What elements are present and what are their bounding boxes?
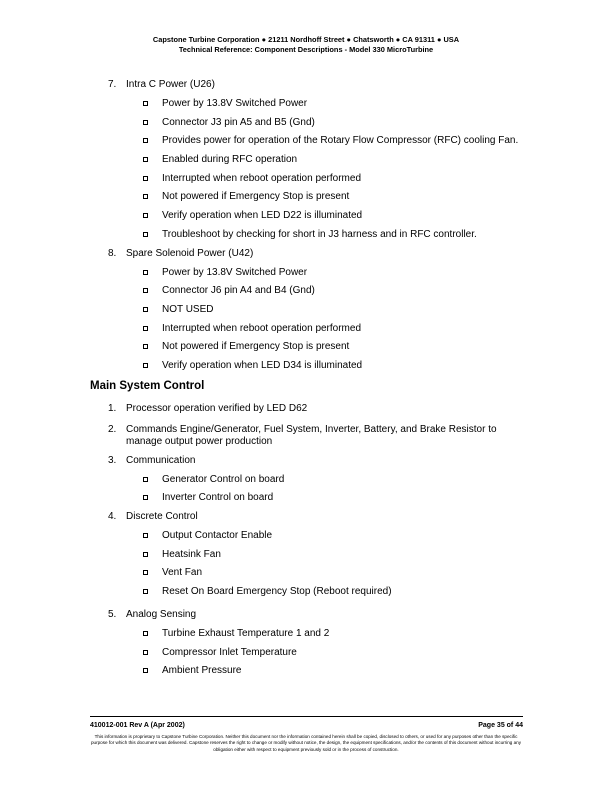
bullet-item: Generator Control on board bbox=[0, 474, 612, 486]
footer-notice: This information is proprietary to Capstone Turbine Corporation. Neither this document nor the information contained herein shall be copied, disclosed to others, or used for any purposes other than the specific purpose for which this document was delivered. Capstone reserves the right to change or modify without notice, the design, the equipment specifications, and/or the contents of this document without incurring any obligation either with respect to equipment previously sold or in the process of construction. bbox=[90, 734, 521, 752]
list-item bbox=[0, 248, 612, 260]
bullet-list bbox=[0, 628, 612, 677]
bullet-item: Heatsink Fan bbox=[0, 549, 612, 561]
bullet-item: Verify operation when LED D34 is illuminated bbox=[0, 360, 612, 372]
item-label: Commands Engine/Generator, Fuel System, Inverter, Battery, and Brake Resistor to manage output power production bbox=[126, 423, 497, 447]
checkbox-bullet-icon bbox=[143, 477, 148, 482]
section-heading: Main System Control bbox=[90, 379, 205, 392]
item-label: Spare Solenoid Power (U42) bbox=[126, 247, 254, 259]
checkbox-bullet-icon bbox=[143, 288, 148, 293]
list-item bbox=[0, 455, 612, 467]
item-number: 5. bbox=[108, 609, 117, 621]
bullet-list bbox=[0, 98, 612, 241]
list-item bbox=[0, 609, 612, 621]
list-item bbox=[0, 511, 612, 523]
checkbox-bullet-icon bbox=[143, 650, 148, 655]
checkbox-bullet-icon bbox=[143, 631, 148, 636]
bullet-item: Vent Fan bbox=[0, 567, 612, 579]
bullet-list bbox=[0, 530, 612, 598]
footer-page-number: Page 35 of 44 bbox=[478, 722, 523, 729]
checkbox-bullet-icon bbox=[143, 495, 148, 500]
bullet-list bbox=[0, 474, 612, 505]
bullet-item: Connector J6 pin A4 and B4 (Gnd) bbox=[0, 285, 612, 297]
checkbox-bullet-icon bbox=[143, 213, 148, 218]
bullet-item: Interrupted when reboot operation performed bbox=[0, 323, 612, 335]
bullet-item: Compressor Inlet Temperature bbox=[0, 647, 612, 659]
item-number: 4. bbox=[108, 511, 117, 522]
checkbox-bullet-icon bbox=[143, 232, 148, 237]
bullet-item: Inverter Control on board bbox=[0, 492, 612, 504]
header-doc-title: Technical Reference: Component Descriptions - Model 330 MicroTurbine bbox=[178, 44, 434, 54]
bullet-item: Troubleshoot by checking for short in J3 harness and in RFC controller. bbox=[0, 229, 612, 241]
checkbox-bullet-icon bbox=[143, 307, 148, 312]
item-number: 3. bbox=[108, 454, 117, 466]
checkbox-bullet-icon bbox=[143, 570, 148, 575]
checkbox-bullet-icon bbox=[143, 270, 148, 275]
item-label: Analog Sensing bbox=[126, 609, 197, 621]
page-header bbox=[0, 35, 612, 54]
bullet-item: Interrupted when reboot operation performed bbox=[0, 173, 612, 185]
list-item bbox=[0, 403, 612, 415]
footer-divider bbox=[90, 716, 523, 717]
checkbox-bullet-icon bbox=[143, 363, 148, 368]
bullet-item: Not powered if Emergency Stop is present bbox=[0, 341, 612, 353]
bullet-item: Ambient Pressure bbox=[0, 665, 612, 677]
checkbox-bullet-icon bbox=[143, 176, 148, 181]
checkbox-bullet-icon bbox=[143, 138, 148, 143]
bullet-item: Power by 13.8V Switched Power bbox=[0, 98, 612, 110]
bullet-item: Enabled during RFC operation bbox=[0, 154, 612, 166]
checkbox-bullet-icon bbox=[143, 668, 148, 673]
bullet-item: NOT USED bbox=[0, 304, 612, 316]
bullet-item: Not powered if Emergency Stop is present bbox=[0, 191, 612, 203]
checkbox-bullet-icon bbox=[143, 194, 148, 199]
checkbox-bullet-icon bbox=[143, 101, 148, 106]
list-item bbox=[0, 79, 612, 91]
checkbox-bullet-icon bbox=[143, 533, 148, 538]
header-address: Capstone Turbine Corporation ● 21211 Nordhoff Street ● Chatsworth ● CA 91311 ● USA bbox=[152, 35, 460, 44]
bullet-list bbox=[0, 267, 612, 372]
checkbox-bullet-icon bbox=[143, 157, 148, 162]
bullet-item: Verify operation when LED D22 is illuminated bbox=[0, 210, 612, 222]
item-number: 2. bbox=[108, 423, 117, 435]
item-number: 8. bbox=[108, 247, 117, 259]
checkbox-bullet-icon bbox=[143, 552, 148, 557]
item-number: 7. bbox=[108, 79, 117, 90]
item-label: Intra C Power (U26) bbox=[126, 79, 215, 90]
bullet-item: Output Contactor Enable bbox=[0, 530, 612, 542]
item-number: 1. bbox=[108, 402, 117, 414]
list-item bbox=[0, 424, 612, 448]
checkbox-bullet-icon bbox=[143, 120, 148, 125]
footer-doc-id: 410012-001 Rev A (Apr 2002) bbox=[90, 722, 185, 729]
checkbox-bullet-icon bbox=[143, 589, 148, 594]
bullet-item: Reset On Board Emergency Stop (Reboot required) bbox=[0, 586, 612, 598]
bullet-item: Power by 13.8V Switched Power bbox=[0, 267, 612, 279]
bullet-item: Provides power for operation of the Rotary Flow Compressor (RFC) cooling Fan. bbox=[0, 135, 612, 147]
checkbox-bullet-icon bbox=[143, 344, 148, 349]
page-content bbox=[0, 79, 612, 684]
item-label: Processor operation verified by LED D62 bbox=[126, 402, 308, 414]
bullet-item: Connector J3 pin A5 and B5 (Gnd) bbox=[0, 117, 612, 129]
bullet-item: Turbine Exhaust Temperature 1 and 2 bbox=[0, 628, 612, 640]
item-label: Communication bbox=[126, 454, 196, 466]
checkbox-bullet-icon bbox=[143, 326, 148, 331]
item-label: Discrete Control bbox=[126, 511, 198, 522]
